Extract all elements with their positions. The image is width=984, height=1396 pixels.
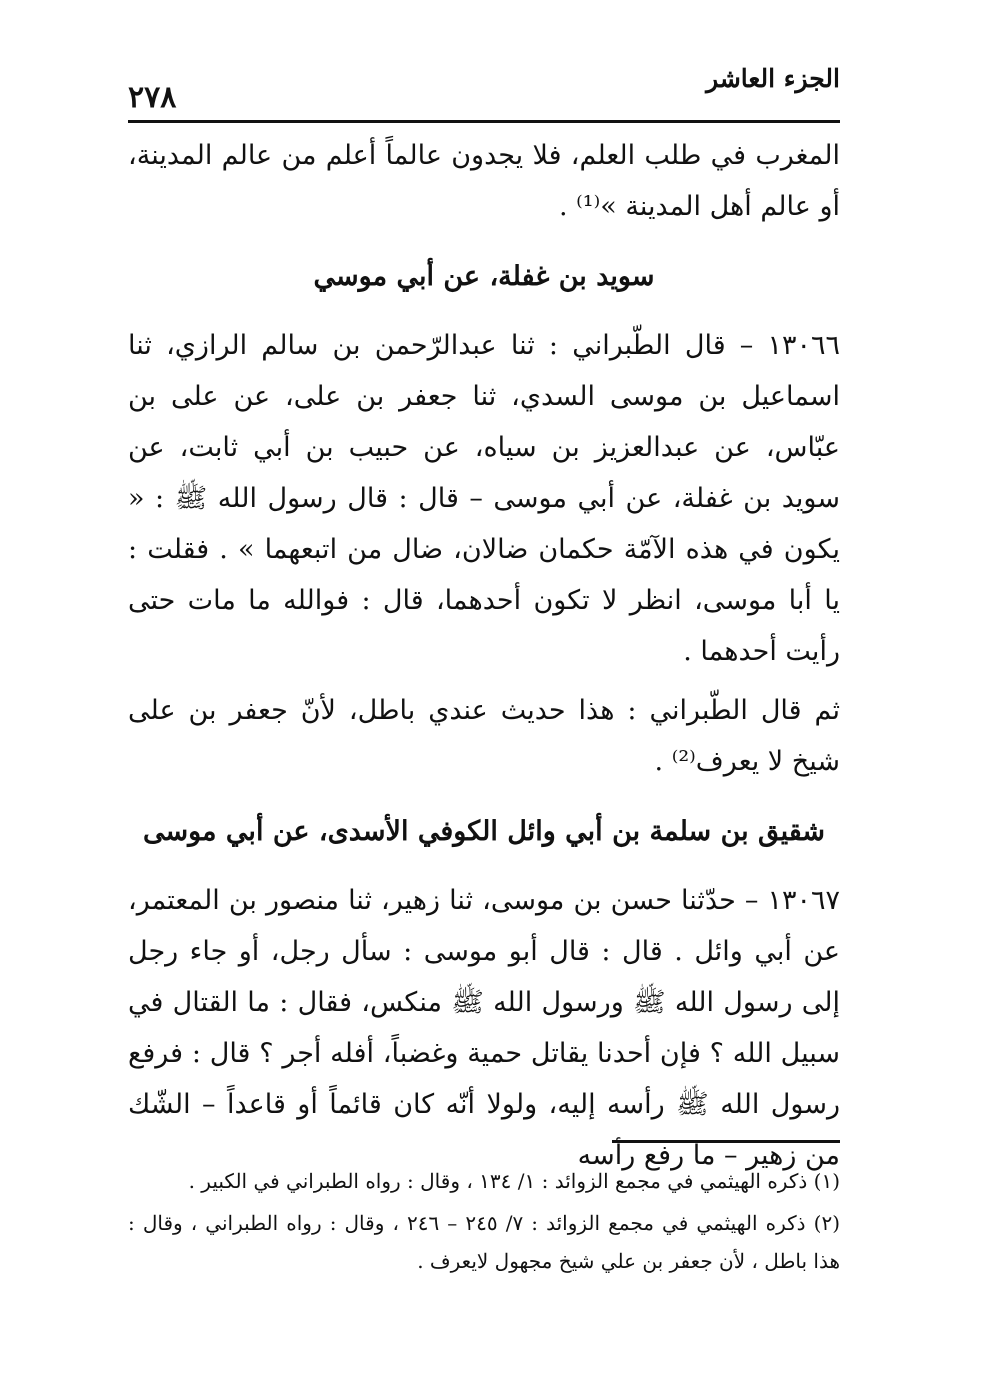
page-number: ٢٧٨: [128, 80, 177, 115]
footnote-1: (١) ذكره الهيثمي في مجمع الزوائد : ١/ ١٣٤ ، وقال : رواه الطبراني في الكبير .: [188, 1169, 840, 1193]
paragraph-continuation: المغرب في طلب العلم، فلا يجدون عالماً أعلم من عالم المدينة، أو عالم أهل المدينة »⁽¹⁾ .: [128, 140, 840, 222]
header-rule: [128, 120, 840, 123]
footnote-rule: [612, 1140, 840, 1143]
footnote-2: (٢) ذكره الهيثمي في مجمع الزوائد : ٧/ ٢٤٥ – ٢٤٦ ، وقال : رواه الطبراني ، وقال : هذا باطل ، لأن جعفر بن علي شيخ مجهول لايعرف .: [128, 1211, 840, 1273]
footnotes: [128, 1162, 840, 1284]
hadith-13066: ١٣٠٦٦ – قال الطّبراني : ثنا عبدالرّحمن بن سالم الرازي، ثنا اسماعيل بن موسى السدي، ثنا جعفر بن على، عن على بن عبّاس، عن عبدالعزيز بن سياه، عن حبيب بن أبي ثابت، عن سويد بن غفلة، عن أبي موسى – قال : قال رسول الله ﷺ : « يكون في هذه الآمّة حكمان ضالان، ضال من اتبعهما » . فقلت : يا أبا موسى، انظر لا تكون أحدهما، قال : فوالله ما مات حتى رأيت أحدهما .: [128, 330, 840, 667]
section-heading-shaqiq: شقيق بن سلمة بن أبي وائل الكوفي الأسدى، عن أبي موسى: [142, 816, 825, 847]
section-heading-suwayd: سويد بن غفلة، عن أبي موسي: [313, 261, 655, 292]
tabarani-comment: ثم قال الطّبراني : هذا حديث عندي باطل، لأنّ جعفر بن على شيخ لا يعرف⁽²⁾ .: [128, 695, 840, 777]
main-text: [128, 130, 840, 1181]
page-header: [128, 60, 840, 120]
running-title: الجزء العاشر: [706, 64, 840, 93]
hadith-13067: ١٣٠٦٧ – حدّثنا حسن بن موسى، ثنا زهير، ثنا منصور بن المعتمر، عن أبي وائل . قال : قال أبو موسى : سأل رجل، أو جاء رجل إلى رسول الله ﷺ ورسول الله ﷺ منكس، فقال : ما القتال في سبيل الله ؟ فإن أحدنا يقاتل حمية وغضباً، أفله أجر ؟ قال : فرفع رسول الله ﷺ رأسه إليه، ولولا أنّه كان قائماً أو قاعداً – الشّك من زهير – ما رفع رأسه: [128, 885, 840, 1171]
